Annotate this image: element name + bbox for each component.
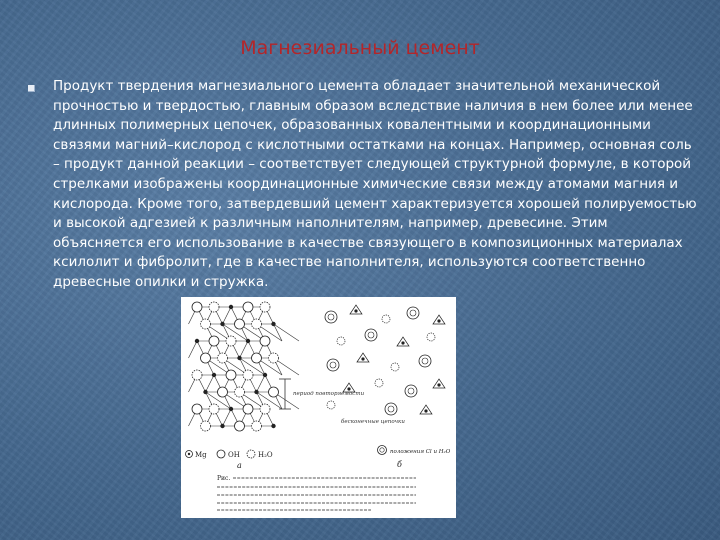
legend-mg: Mg — [195, 451, 207, 459]
chains-diagram-b — [325, 305, 445, 415]
bullet-marker — [28, 85, 35, 92]
legend-h2o: H₂O — [258, 451, 273, 459]
legend-positions: положения Cl и H₂O — [390, 449, 451, 455]
legend-oh: OH — [228, 451, 240, 459]
crystal-structure-figure — [181, 297, 456, 518]
body-paragraph: Продукт твердения магнезиального цемента обладает значительной механической прочностью и твердостью, главным образом вследствие наличия в нем более или менее длинных полимерных цепочек, образованных ковалентными и координационными связями магний–кислород с кислотными остатками на концах. Например, основная соль – продукт данной реакции – соответствует следующей структурной формуле, в которой стрелками изображены координационные химические связи между атомами магния и кислорода. Кроме того, затвердевший цемент характеризуется хорошей полируемостью и высокой адгезией к различным наполнителям, например, древесине. Этим объясняется его использование в качестве связующего в композиционных материалах ксилолит и фибролит, где в качестве наполнителя, используются соответственно древесные опилки и стружка. — [53, 78, 697, 290]
label-a: а — [237, 461, 242, 470]
period-label: период повторяемости — [293, 391, 365, 397]
caption-prefix: Рис. — [217, 475, 231, 482]
slide-title: Магнезиальный цемент — [240, 37, 480, 59]
chains-label: бесконечные цепочки — [341, 419, 405, 425]
crystal-structure-drawing — [181, 297, 456, 518]
lattice-diagram-a — [189, 302, 300, 431]
figure-caption-lines — [217, 478, 416, 510]
label-b: б — [397, 460, 402, 469]
